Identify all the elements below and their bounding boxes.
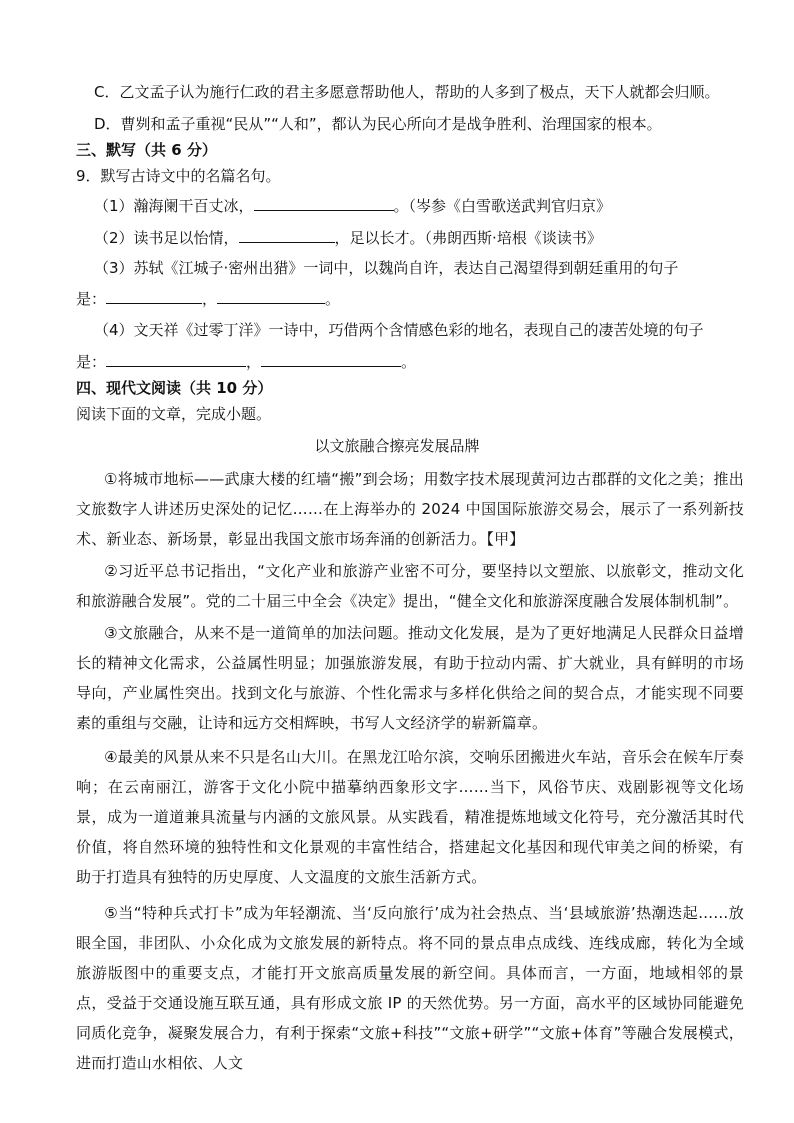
section-4-heading: 四、现代文阅读（共 10 分） <box>76 379 273 397</box>
fill-item-4-line1: （4）文天祥《过零丁洋》一诗中，巧借两个含情感色彩的地名，表现自己的凄苦处境的句子 <box>94 321 704 339</box>
fill-item-3-line1: （3）苏轼《江城子·密州出猎》一词中，以魏尚自许，表达自己渴望得到朝廷重用的句子 <box>94 259 679 277</box>
fill-item-2-mid: ，足以长才。（弗朗西斯·培根《谈读书》 <box>334 229 602 247</box>
article-title: 以文旅融合擦亮发展品牌 <box>314 437 480 455</box>
fill-item-3-label: 是： <box>76 290 107 308</box>
fill-item-4-label: 是： <box>76 353 107 371</box>
fill-item-3-end: 。 <box>325 290 341 308</box>
article-paragraph-2: ②习近平总书记指出，“文化产业和旅游产业密不可分，要坚持以文塑旅、以旅彰文，推动文化和旅游融合发展”。党的二十届三中全会《决定》提出，“健全文化和旅游深度融合发展体制机制”。 <box>76 562 744 610</box>
answer-blank[interactable] <box>261 352 401 367</box>
section-3-heading: 三、默写（共 6 分） <box>76 141 217 159</box>
article-paragraph-4: ④最美的风景从来不只是名山大川。在黑龙江哈尔滨，交响乐团搬进火车站，音乐会在候车厅奏响；在云南丽江，游客于文化小院中描摹纳西象形文字……当下，风俗节庆、戏剧影视等文化场景，成为一道道兼具流量与内涵的文旅风景。从实践看，精准提炼地域文化符号，充分激活其时代价值，将自然环境的独特性和文化景观的丰富性结合，搭建起文化基因和现代审美之间的桥梁，有助于打造具有独特的历史厚度、人文温度的文旅生活新方式。 <box>76 748 744 886</box>
fill-item-3-line2 <box>76 289 340 309</box>
fill-item-4-line2 <box>76 352 416 372</box>
option-c: C．乙文孟子认为施行仁政的君主多愿意帮助他人，帮助的人多到了极点，天下人就都会归顺。 <box>94 83 720 101</box>
fill-item-4-sep: ， <box>246 353 262 371</box>
fill-item-2 <box>94 228 602 248</box>
answer-blank[interactable] <box>254 196 394 211</box>
answer-blank[interactable] <box>106 352 246 367</box>
article-paragraph-1: ①将城市地标——武康大楼的红墙“搬”到会场；用数字技术展现黄河边古郡群的文化之美；推出文旅数字人讲述历史深处的记忆……在上海举办的 2024 中国国际旅游交易会，展示了一系列新技术、新业态、新场景，彰显出我国文旅市场奔涌的创新活力。【甲】 <box>76 470 744 548</box>
article-paragraph-5: ⑤当“特种兵式打卡”成为年轻潮流、当‘反向旅行’成为社会热点、当‘县域旅游’热潮迭起……放眼全国，非团队、小众化成为文旅发展的新特点。将不同的景点串点成线、连线成廊，转化为全域旅游版图中的重要支点，才能打开文旅高质量发展的新空间。具体而言，一方面，地域相邻的景点，受益于交通设施互联互通，具有形成文旅 IP 的天然优势。另一方面，高水平的区域协同能避免同质化竞争，凝聚发展合力，有利于探索“文旅+科技”“文旅+研学”“文旅+体育”等融合发展模式，进而打造山水相依、人文 <box>76 904 744 1072</box>
answer-blank[interactable] <box>239 228 335 243</box>
fill-item-1-post: 。（岑参《白雪歌送武判官归京》 <box>393 197 612 215</box>
option-d: D．曹刿和孟子重视“民从”“人和”，都认为民心所向才是战争胜利、治理国家的根本。 <box>94 115 662 133</box>
answer-blank[interactable] <box>106 289 202 304</box>
fill-item-2-pre: （2）读书足以怡情， <box>94 229 239 247</box>
fill-item-1 <box>94 196 611 216</box>
article-paragraph-3: ③文旅融合，从来不是一道简单的加法问题。推动文化发展，是为了更好地满足人民群众日益增长的精神文化需求，公益属性明显；加强旅游发展，有助于拉动内需、扩大就业，具有鲜明的市场导向，产业属性突出。找到文化与旅游、个性化需求与多样化供给之间的契合点，才能实现不同要素的重组与交融，让诗和远方交相辉映，书写人文经济学的崭新篇章。 <box>76 624 744 732</box>
question-9: 9．默写古诗文中的名篇名句。 <box>76 167 281 185</box>
fill-item-1-pre: （1）瀚海阑干百丈冰， <box>94 197 254 215</box>
fill-item-4-end: 。 <box>401 353 417 371</box>
reading-intro: 阅读下面的文章，完成小题。 <box>76 405 272 423</box>
fill-item-3-sep: ， <box>202 290 218 308</box>
answer-blank[interactable] <box>217 289 325 304</box>
